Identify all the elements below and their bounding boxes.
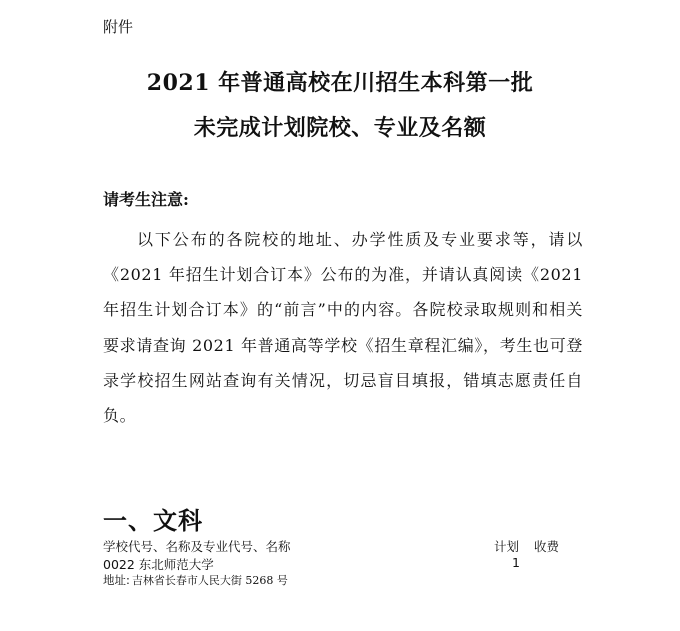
notice-heading: 请考生注意: [103, 190, 189, 209]
column-header-school: 学校代号、名称及专业代号、名称 [103, 539, 291, 554]
column-header-fee: 收费 [534, 539, 560, 554]
address-value: 吉林省长春市人民大街 5268 号 [131, 574, 288, 587]
attachment-label: 附件 [103, 18, 134, 36]
column-header-plan: 计划 [494, 539, 520, 554]
school-plan-count: 1 [512, 555, 520, 570]
school-name: 0022 东北师范大学 [103, 557, 214, 572]
school-address [103, 572, 288, 588]
document-title-line-2: 未完成计划院校、专业及名额 [193, 115, 487, 141]
address-label: 地址: [103, 573, 130, 587]
document-title-line-1: 2021 年普通高校在川招生本科第一批 [146, 70, 534, 96]
notice-body: 以下公布的各院校的地址、办学性质及专业要求等，请以《2021 年招生计划合订本》公布的为准，并请认真阅读《2021 年招生计划合订本》的“前言”中的内容。各院校录取规则和相关要求请查询 2021 年普通高等学校《招生章程汇编》，考生也可登录学校招生网站查询有关情况，切忌盲目填报，错填志愿责任自负。 [103, 230, 583, 426]
section-heading-liberal-arts: 一、文科 [103, 507, 203, 535]
